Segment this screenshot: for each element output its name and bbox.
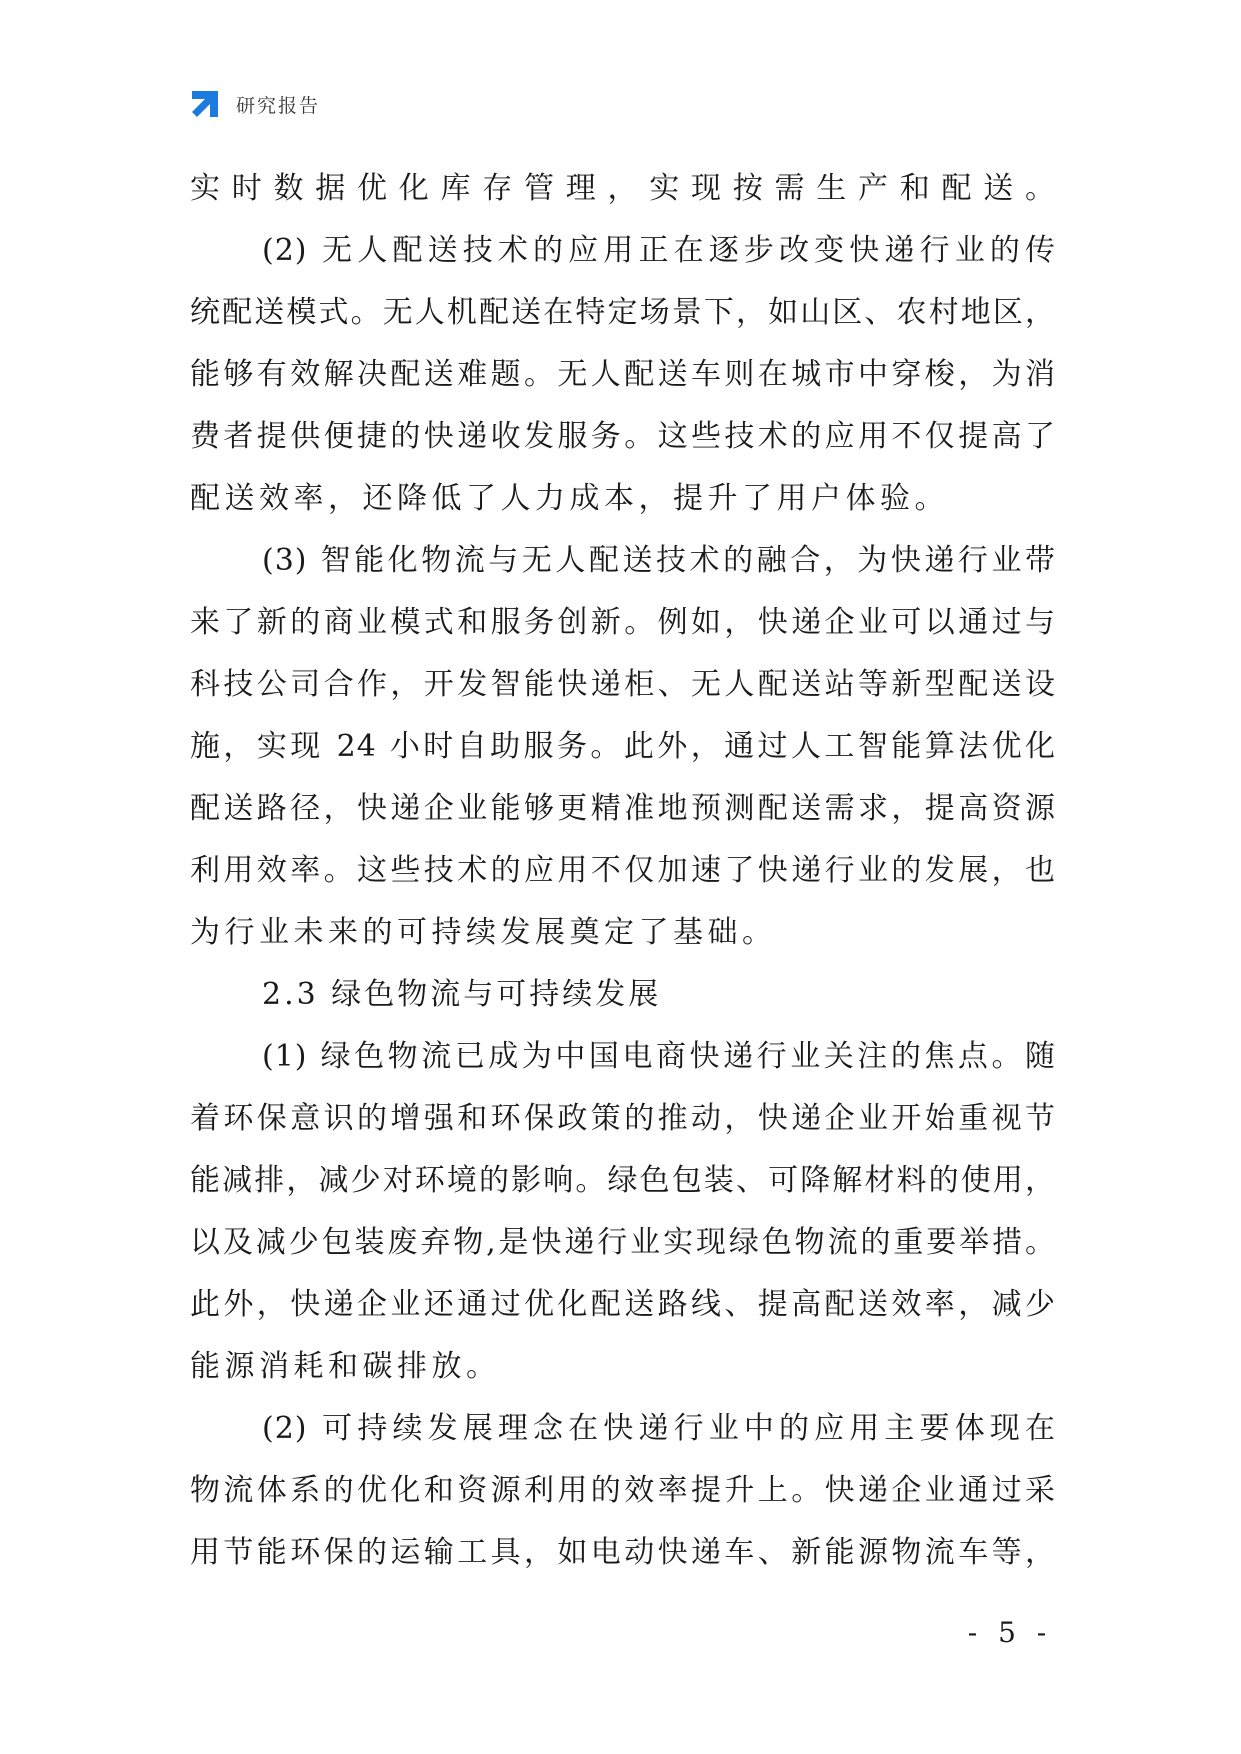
paragraph-start-line: (2) 可持续发展理念在快递行业中的应用主要体现在 [262, 1411, 1056, 1446]
text-line: 能减排，减少对环境的影响。绿色包装、可降解材料的使用， [190, 1163, 1056, 1198]
section-heading: 2.3 绿色物流与可持续发展 [262, 977, 662, 1012]
document-body [190, 158, 1056, 1584]
text-line: 统配送模式。无人机配送在特定场景下，如山区、农村地区， [190, 295, 1056, 330]
text-line: 配送路径，快递企业能够更精准地预测配送需求，提高资源 [190, 791, 1056, 826]
text-line: 着环保意识的增强和环保政策的推动，快递企业开始重视节 [190, 1101, 1056, 1136]
page-header [188, 86, 320, 122]
text-line: 能够有效解决配送难题。无人配送车则在城市中穿梭，为消 [190, 357, 1056, 392]
text-line: 实时数据优化库存管理，实现按需生产和配送。 [190, 171, 1056, 206]
text-line: 能源消耗和碳排放。 [190, 1349, 501, 1384]
paragraph-start-line: (3) 智能化物流与无人配送技术的融合，为快递行业带 [262, 543, 1056, 578]
text-line: 用节能环保的运输工具，如电动快递车、新能源物流车等， [190, 1535, 1056, 1570]
text-line: 来了新的商业模式和服务创新。例如，快递企业可以通过与 [190, 605, 1056, 640]
arrow-logo-icon [188, 87, 222, 121]
text-line: 以及减少包装废弃物,是快递行业实现绿色物流的重要举措。 [190, 1225, 1056, 1260]
header-title: 研究报告 [236, 94, 321, 117]
text-line: 配送效率，还降低了人力成本，提升了用户体验。 [190, 481, 949, 516]
text-line: 为行业未来的可持续发展奠定了基础。 [190, 915, 777, 950]
text-line: 施，实现 24 小时自助服务。此外，通过人工智能算法优化 [190, 729, 1056, 764]
text-line: 科技公司合作，开发智能快递柜、无人配送站等新型配送设 [190, 667, 1056, 702]
paragraph-start-line: (1) 绿色物流已成为中国电商快递行业关注的焦点。随 [262, 1039, 1056, 1074]
page-number: - 5 - [967, 1616, 1053, 1649]
text-line: 费者提供便捷的快递收发服务。这些技术的应用不仅提高了 [190, 419, 1056, 454]
text-line: 物流体系的优化和资源利用的效率提升上。快递企业通过采 [190, 1473, 1056, 1508]
text-line: 利用效率。这些技术的应用不仅加速了快递行业的发展，也 [190, 853, 1056, 888]
paragraph-start-line: (2) 无人配送技术的应用正在逐步改变快递行业的传 [262, 233, 1056, 268]
text-line: 此外，快递企业还通过优化配送路线、提高配送效率，减少 [190, 1287, 1056, 1322]
